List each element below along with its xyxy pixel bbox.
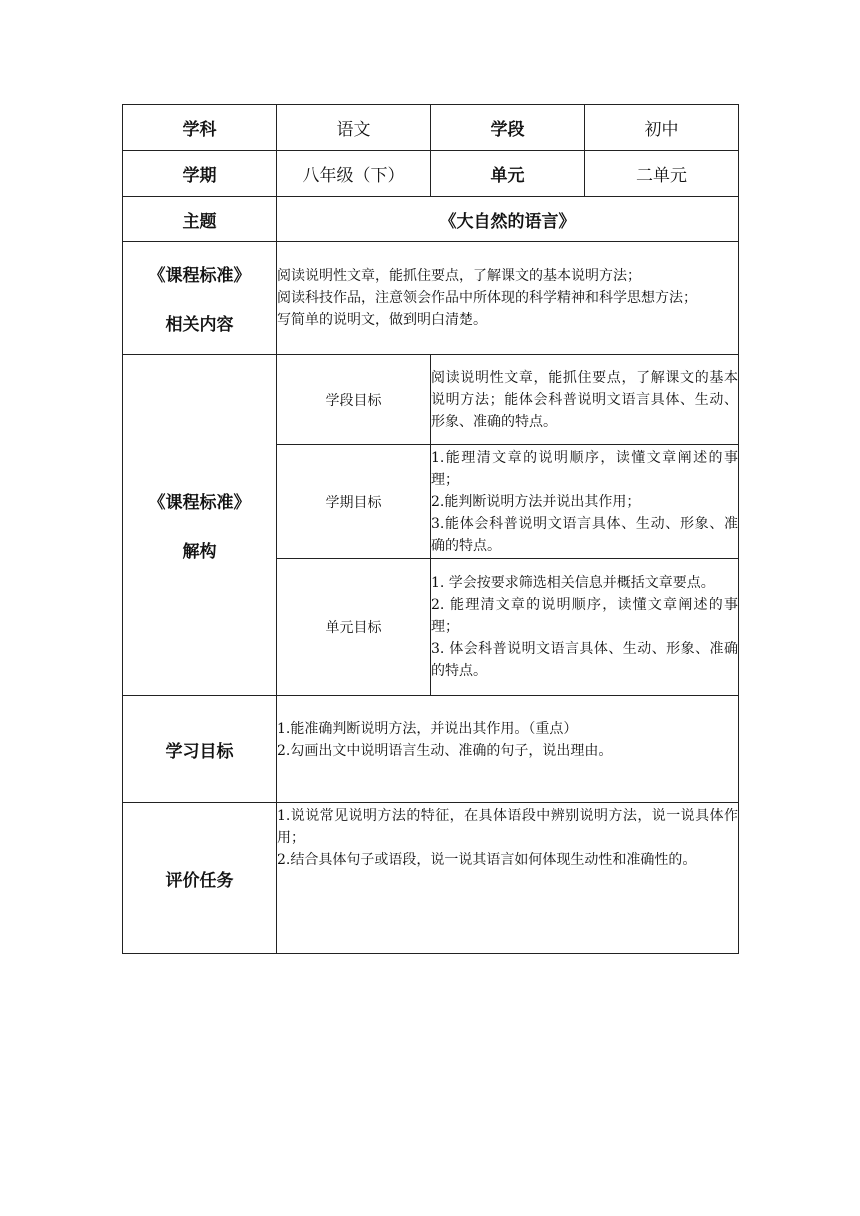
semester-goal-label: 学期目标 <box>277 445 431 559</box>
evaluation-content <box>277 803 739 954</box>
standard-label-line2: 相关内容 <box>165 315 234 335</box>
subject-row <box>123 105 739 151</box>
subject-value: 语文 <box>277 105 431 151</box>
stage-goal-row <box>123 355 739 445</box>
lesson-plan-table <box>122 104 739 954</box>
standard-label-line1: 《课程标准》 <box>148 266 251 286</box>
stage-goal-content <box>431 355 739 445</box>
stage-value: 初中 <box>585 105 739 151</box>
semester-row <box>123 151 739 197</box>
unit-goal-label: 单元目标 <box>277 559 431 696</box>
theme-row <box>123 197 739 242</box>
evaluation-row <box>123 803 739 954</box>
unit-label: 单元 <box>431 151 585 197</box>
theme-value: 《大自然的语言》 <box>277 197 739 242</box>
semester-goal-content <box>431 445 739 559</box>
stage-label: 学段 <box>431 105 585 151</box>
stage-goal-label: 学段目标 <box>277 355 431 445</box>
standard-row <box>123 242 739 355</box>
deconstruct-label-line2: 解构 <box>182 542 217 562</box>
standard-line-2: 阅读科技作品，注意领会作品中所体现的科学精神和科学思想方法； <box>277 290 697 306</box>
semester-label: 学期 <box>123 151 277 197</box>
semester-goal-line-3: 3.能体会科普说明文语言具体、生动、形象、准确的特点。 <box>431 515 738 554</box>
standard-line-3: 写简单的说明文，做到明白清楚。 <box>277 312 487 328</box>
semester-goal-line-1: 1.能理清文章的说明顺序，读懂文章阐述的事理； <box>431 449 738 488</box>
stage-goal-line-1: 阅读说明性文章，能抓住要点，了解课文的基本说明方法；能体会科普说明文语言具体、生动、形象、准确的特点。 <box>431 369 738 430</box>
deconstruct-label <box>123 355 277 696</box>
evaluation-line-2: 2.结合具体句子或语段，说一说其语言如何体现生动性和准确性的。 <box>277 852 697 868</box>
objectives-label: 学习目标 <box>123 696 277 803</box>
objectives-content <box>277 696 739 803</box>
unit-goal-line-3: 3. 体会科普说明文语言具体、生动、形象、准确的特点。 <box>431 641 738 679</box>
standard-content <box>277 242 739 355</box>
objective-line-1: 1.能准确判断说明方法，并说出其作用。（重点） <box>277 721 578 737</box>
evaluation-label: 评价任务 <box>123 803 277 954</box>
objectives-row <box>123 696 739 803</box>
unit-goal-line-1: 1. 学会按要求筛选相关信息并概括文章要点。 <box>431 575 715 591</box>
unit-goal-line-2: 2. 能理清文章的说明顺序，读懂文章阐述的事理； <box>431 597 738 635</box>
semester-goal-line-2: 2.能判断说明方法并说出其作用； <box>431 493 641 510</box>
standard-label <box>123 242 277 355</box>
unit-goal-content <box>431 559 739 696</box>
objective-line-2: 2.勾画出文中说明语言生动、准确的句子，说出理由。 <box>277 743 613 759</box>
semester-value: 八年级（下） <box>277 151 431 197</box>
deconstruct-label-line1: 《课程标准》 <box>148 493 251 513</box>
standard-line-1: 阅读说明性文章，能抓住要点，了解课文的基本说明方法； <box>277 268 641 284</box>
unit-value: 二单元 <box>585 151 739 197</box>
evaluation-line-1: 1.说说常见说明方法的特征，在具体语段中辨别说明方法，说一说具体作用； <box>277 808 738 846</box>
subject-label: 学科 <box>123 105 277 151</box>
theme-label: 主题 <box>123 197 277 242</box>
